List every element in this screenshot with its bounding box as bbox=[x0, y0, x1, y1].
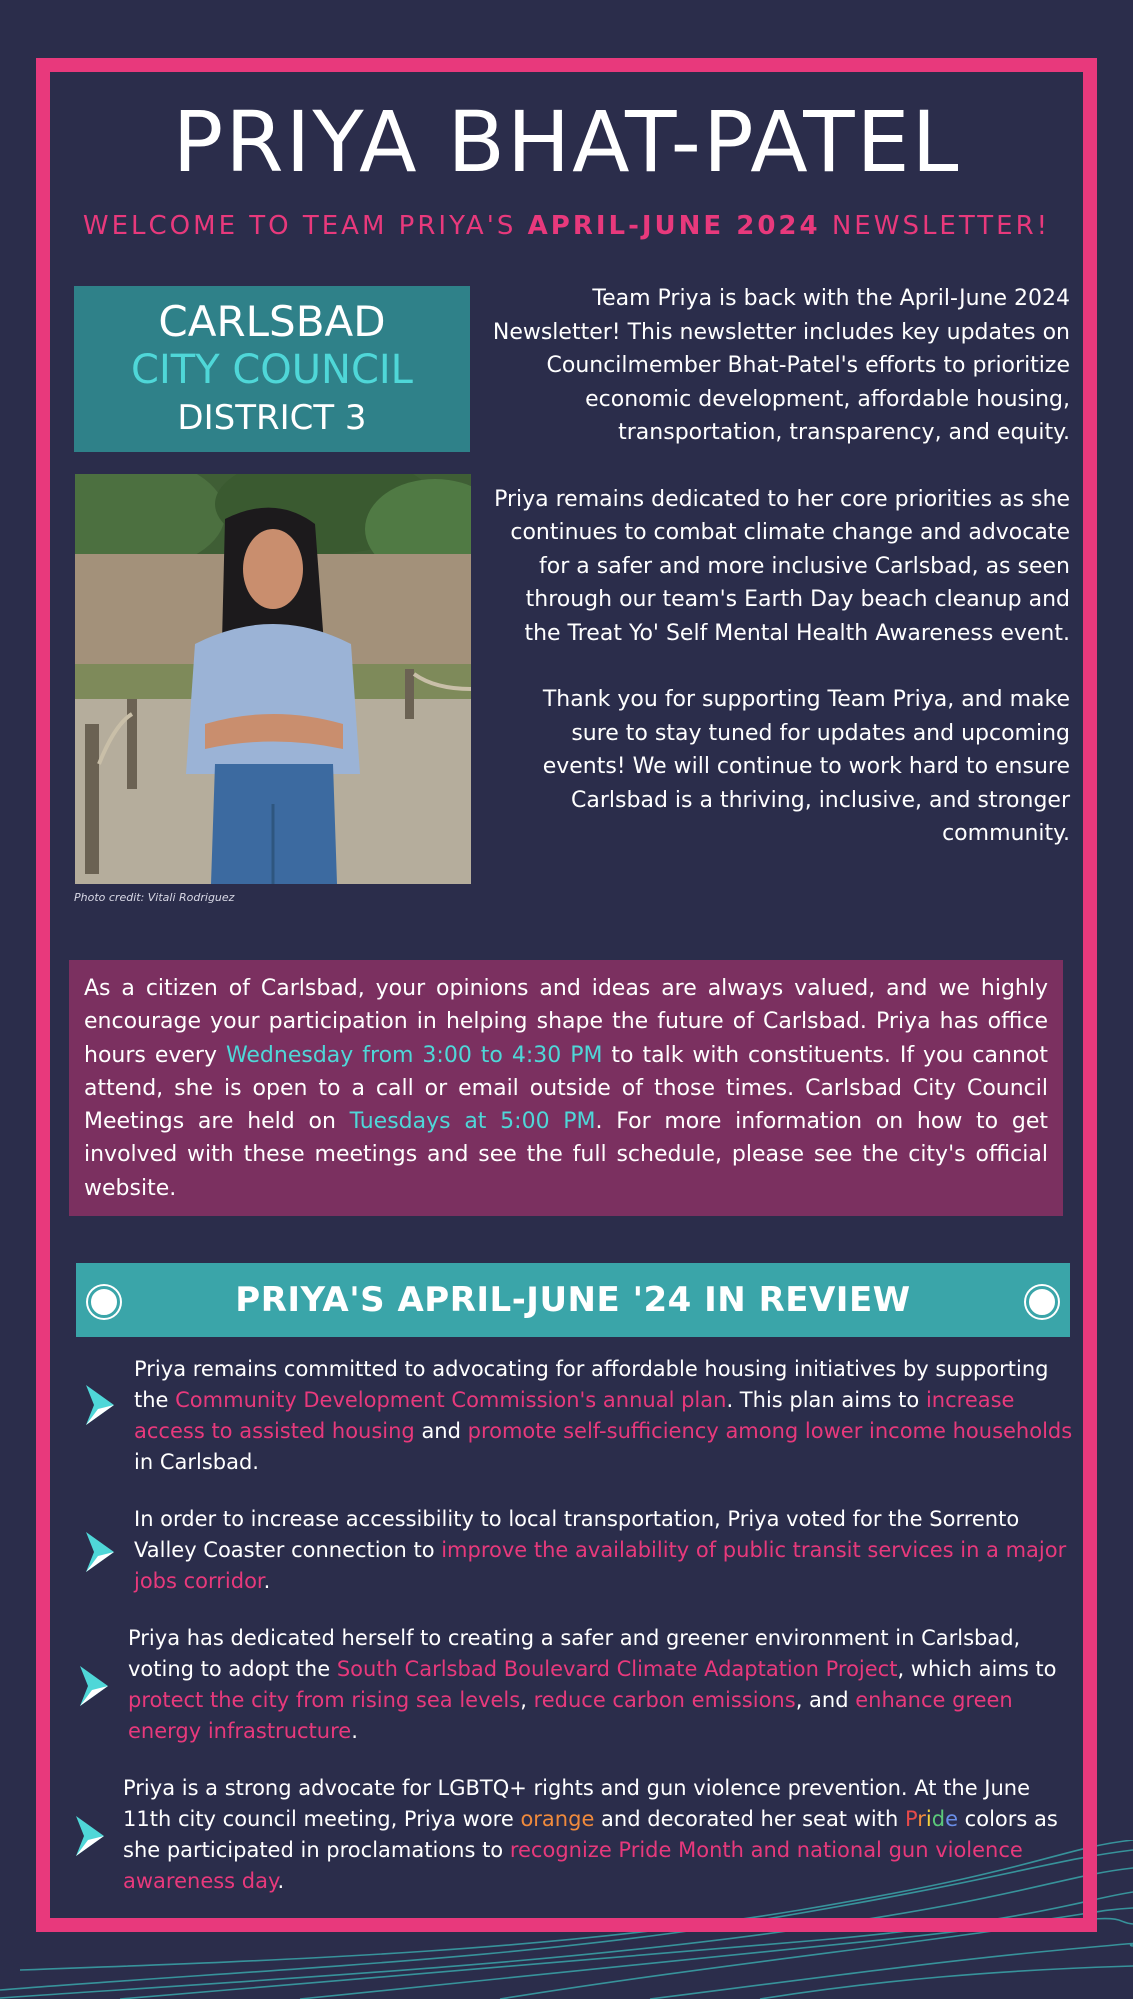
intro-text bbox=[492, 282, 1070, 884]
intro-paragraph: Thank you for supporting Team Priya, and make sure to stay tuned for updates and upcoming events! We will continue to work hard to ensure Carlsbad is a thriving, inclusive, and stronger community. bbox=[542, 687, 1070, 846]
portrait-photo bbox=[75, 474, 471, 884]
council-district-box bbox=[74, 286, 470, 452]
circle-dot-icon bbox=[1026, 1286, 1058, 1318]
arrow-bullet-icon bbox=[74, 1816, 106, 1856]
review-item-lgbtq-rights: Priya is a strong advocate for LGBTQ+ rights and gun violence prevention. At the June 11th city council meeting, Priya wore orange and decorated her seat with Pride colors as she participated in proclamations to recognize Pride Month and national gun violence awareness day. bbox=[123, 1776, 1058, 1893]
review-item-transportation: In order to increase accessibility to local transportation, Priya voted for the Sorrento Valley Coaster connection to improve the availability of public transit services in a major jobs corridor. bbox=[134, 1507, 1067, 1593]
council-line-city: CARLSBAD bbox=[158, 297, 386, 346]
review-title: PRIYA'S APRIL-JUNE '24 IN REVIEW bbox=[235, 1280, 911, 1320]
meeting-time-highlight: Tuesdays at 5:00 PM bbox=[349, 1109, 596, 1135]
civic-participation-box: As a citizen of Carlsbad, your opinions and ideas are always valued, and we highly encourage your participation in helping shape the future of Carlsbad. Priya has office hours every Wednesday from 3:00 to 4:30 PM to talk with constituents. If you cannot attend, she is open to a call or email outside of those times. Carlsbad City Council Meetings are held on Tuesdays at 5:00 PM. For more information on how to get involved with these meetings and see the full schedule, please see the city's official website. bbox=[69, 960, 1063, 1216]
page-title: PRIYA BHAT-PATEL bbox=[172, 93, 961, 191]
office-hours-highlight: Wednesday from 3:00 to 4:30 PM bbox=[225, 1042, 603, 1068]
photo-credit: Photo credit: Vitali Rodriguez bbox=[74, 891, 235, 904]
arrow-bullet-icon bbox=[78, 1666, 110, 1706]
arrow-bullet-icon bbox=[84, 1532, 116, 1572]
review-item-housing: Priya remains committed to advocating for affordable housing initiatives by supporting the Community Development Commission's annual plan. This plan aims to increase access to assisted housing and promote self-sufficiency among lower income households in Carlsbad. bbox=[134, 1357, 1073, 1474]
circle-dot-icon bbox=[88, 1286, 120, 1318]
intro-paragraph: Team Priya is back with the April-June 2024 Newsletter! This newsletter includes key updates on Councilmember Bhat-Patel's efforts to prioritize economic development, affordable housing, transportation, transparency, and equity. bbox=[492, 286, 1070, 445]
arrow-bullet-icon bbox=[84, 1385, 116, 1425]
review-header-bar bbox=[76, 1263, 1070, 1337]
newsletter-subtitle: WELCOME TO TEAM PRIYA'S APRIL-JUNE 2024 NEWSLETTER! bbox=[82, 211, 1051, 241]
council-line-district: DISTRICT 3 bbox=[177, 398, 367, 438]
council-line-council: CITY COUNCIL bbox=[131, 347, 413, 393]
review-item-climate: Priya has dedicated herself to creating a safer and greener environment in Carlsbad, voting to adopt the South Carlsbad Boulevard Climate Adaptation Project, which aims to protect the city from rising sea levels, reduce carbon emissions, and enhance green energy infrastructure. bbox=[128, 1626, 1057, 1743]
intro-paragraph: Priya remains dedicated to her core priorities as she continues to combat climate change and advocate for a safer and more inclusive Carlsbad, as seen through our team's Earth Day beach cleanup and the Treat Yo' Self Mental Health Awareness event. bbox=[494, 486, 1070, 646]
